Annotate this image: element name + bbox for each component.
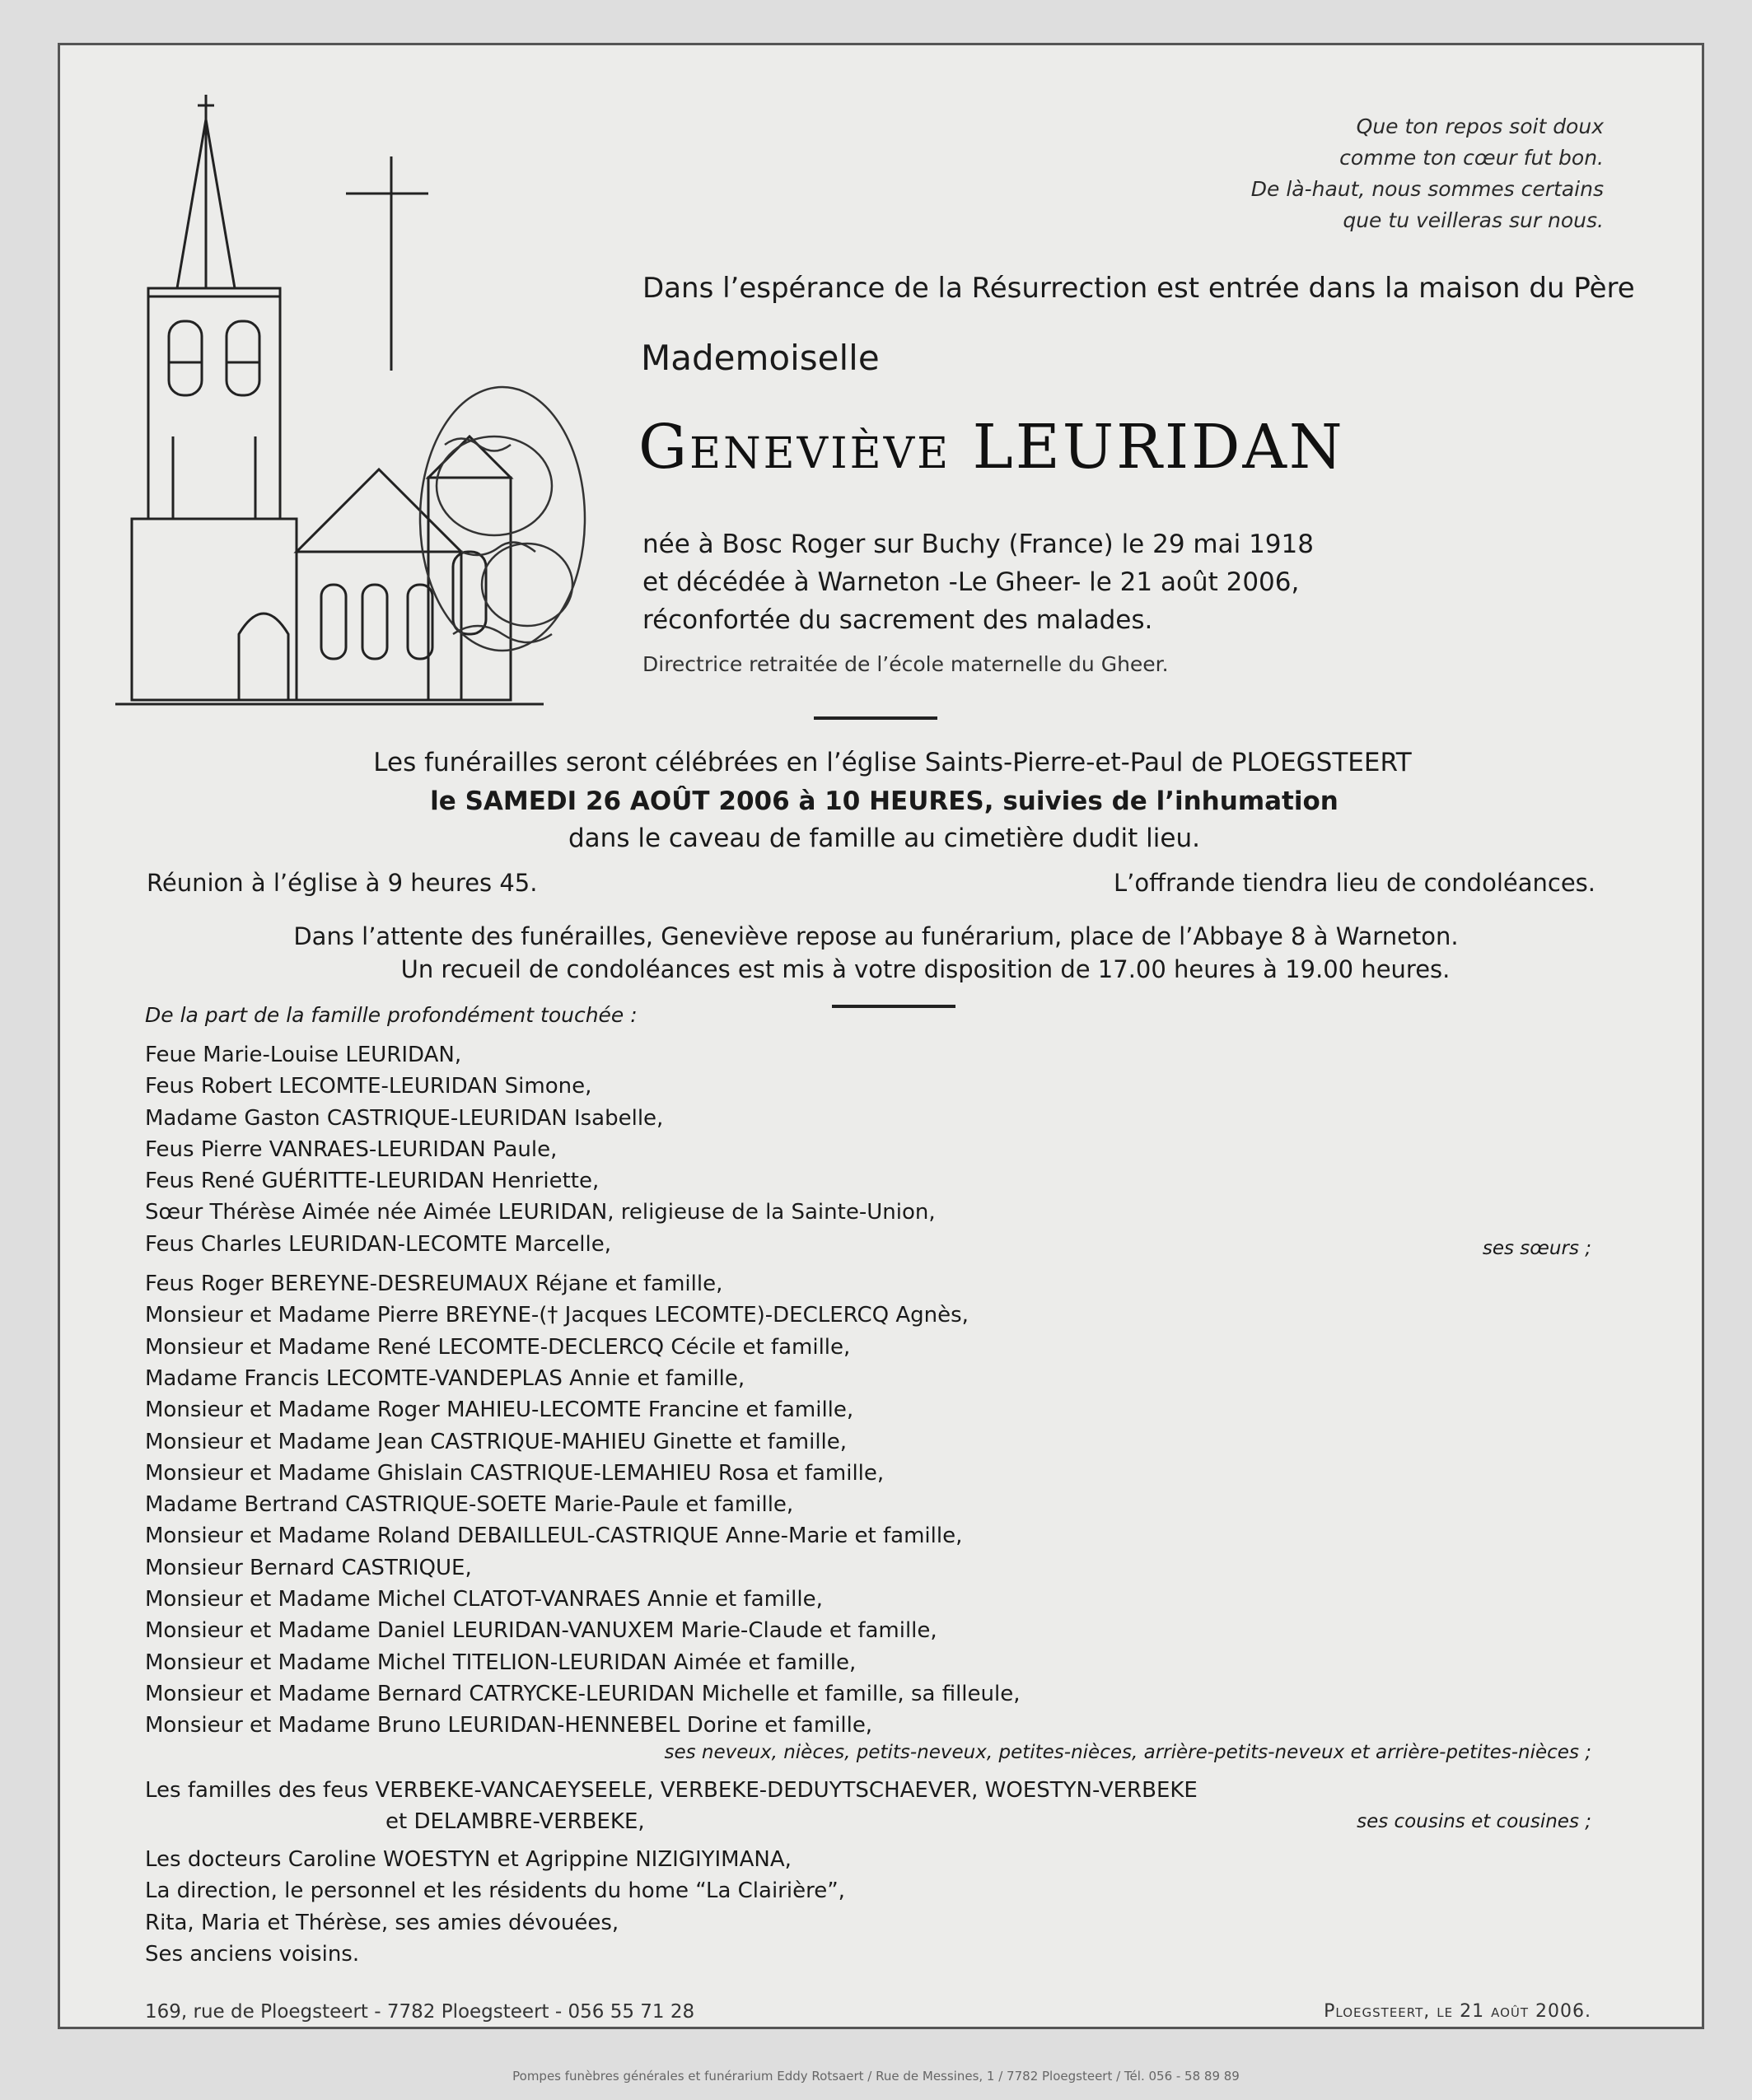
list-item: Feus René GUÉRITTE-LEURIDAN Henriette, — [145, 1169, 600, 1194]
sisters-label: ses sœurs ; — [1482, 1238, 1591, 1259]
separator — [832, 1005, 955, 1008]
funeral-line-1: Les funérailles seront célébrées en l’église Saints-Pierre-et-Paul de PLOEGSTEERT — [373, 748, 1412, 777]
list-item: Monsieur et Madame René LECOMTE-DECLERCQ Cécile et famille, — [145, 1334, 851, 1360]
list-item: Feus Roger BEREYNE-DESREUMAUX Réjane et famille, — [145, 1272, 723, 1297]
list-item: Feue Marie-Louise LEURIDAN, — [145, 1043, 462, 1067]
funeral-line-2: le SAMEDI 26 AOÛT 2006 à 10 HEURES, suivies de l’inhumation — [430, 786, 1339, 816]
list-item: Feus Robert LECOMTE-LEURIDAN Simone, — [145, 1074, 592, 1099]
list-item: Feus Charles LEURIDAN-LECOMTE Marcelle, — [145, 1231, 611, 1257]
epitaph-line: comme ton cœur fut bon. — [1339, 146, 1604, 170]
condolence-register: Un recueil de condoléances est mis à votre disposition de 17.00 heures à 19.00 heures. — [400, 955, 1451, 983]
list-item: Monsieur et Madame Ghislain CASTRIQUE-LEMAHIEU Rosa et famille, — [145, 1460, 885, 1486]
death-line: et décédée à Warneton -Le Gheer- le 21 août 2006, — [642, 567, 1300, 597]
family-address: 169, rue de Ploegsteert - 7782 Ploegsteert - 056 55 71 28 — [145, 2001, 695, 2023]
list-item: Ses anciens voisins. — [145, 1942, 360, 1967]
deceased-name — [638, 412, 1345, 483]
list-item: Rita, Maria et Thérèse, ses amies dévouées, — [145, 1910, 619, 1935]
sacrament-line: réconfortée du sacrement des malades. — [642, 605, 1153, 635]
place-date: Ploegsteert, le 21 août 2006. — [1324, 2001, 1591, 2022]
intro-text: Dans l’espérance de la Résurrection est entrée dans la maison du Père — [642, 272, 1635, 305]
list-item: Monsieur et Madame Roland DEBAILLEUL-CASTRIQUE Anne-Marie et famille, — [145, 1524, 963, 1549]
epitaph-line: De là-haut, nous sommes certains — [1250, 177, 1604, 201]
funeral-line-3: dans le caveau de famille au cimetière dudit lieu. — [568, 824, 1200, 853]
offering-note: L’offrande tiendra lieu de condoléances. — [1113, 869, 1595, 897]
meeting-time: Réunion à l’église à 9 heures 45. — [147, 869, 538, 897]
list-item: Monsieur et Madame Bernard CATRYCKE-LEURIDAN Michelle et famille, sa filleule, — [145, 1681, 1021, 1706]
list-item: Monsieur et Madame Michel CLATOT-VANRAES Annie et famille, — [145, 1587, 823, 1612]
funeral-home-footer: Pompes funèbres générales et funérarium Eddy Rotsaert / Rue de Messines, 1 / 7782 Ploegsteert / Tél. 056 - 58 89 89 — [512, 2069, 1240, 2084]
list-item: Monsieur Bernard CASTRIQUE, — [145, 1555, 472, 1580]
epitaph — [1251, 111, 1604, 236]
family-header: De la part de la famille profondément touchée : — [145, 1003, 638, 1027]
cross-icon — [346, 156, 428, 371]
last-name: LEURIDAN — [972, 412, 1345, 483]
list-item: Les docteurs Caroline WOESTYN et Agrippine NIZIGIYIMANA, — [145, 1847, 792, 1873]
list-item: Monsieur et Madame Roger MAHIEU-LECOMTE Francine et famille, — [145, 1398, 854, 1423]
list-item: Monsieur et Madame Pierre BREYNE-(† Jacques LECOMTE)-DECLERCQ Agnès, — [145, 1303, 969, 1328]
nephews-label: ses neveux, nièces, petits-neveux, petites-nièces, arrière-petits-neveux et arrière-petites-nièces ; — [664, 1742, 1591, 1763]
list-item: Sœur Thérèse Aimée née Aimée LEURIDAN, religieuse de la Sainte-Union, — [145, 1200, 936, 1225]
list-item: Monsieur et Madame Daniel LEURIDAN-VANUXEM Marie-Claude et famille, — [145, 1618, 937, 1644]
cousins-label: ses cousins et cousines ; — [1357, 1811, 1591, 1832]
honorific: Mademoiselle — [641, 338, 880, 378]
list-item: Madame Bertrand CASTRIQUE-SOETE Marie-Paule et famille, — [145, 1492, 794, 1518]
list-item: Monsieur et Madame Bruno LEURIDAN-HENNEBEL Dorine et famille, — [145, 1713, 873, 1738]
first-name: Geneviève — [638, 412, 951, 483]
list-item: Madame Gaston CASTRIQUE-LEURIDAN Isabelle, — [145, 1105, 664, 1131]
list-item: Monsieur et Madame Jean CASTRIQUE-MAHIEU Ginette et famille, — [145, 1429, 848, 1454]
epitaph-line: que tu veilleras sur nous. — [1343, 208, 1604, 232]
list-item: Feus Pierre VANRAES-LEURIDAN Paule, — [145, 1136, 558, 1162]
list-item: Monsieur et Madame Michel TITELION-LEURIDAN Aimée et famille, — [145, 1650, 857, 1675]
list-item: Les familles des feus VERBEKE-VANCAEYSEELE, VERBEKE-DEDUYTSCHAEVER, WOESTYN-VERBEKE — [145, 1777, 1198, 1803]
separator — [814, 716, 937, 720]
life-details — [642, 525, 1314, 639]
rest-location: Dans l’attente des funérailles, Geneviève repose au funérarium, place de l’Abbaye 8 à Warneton. — [293, 922, 1459, 950]
list-item: La direction, le personnel et les résidents du home “La Clairière”, — [145, 1878, 845, 1904]
epitaph-line: Que ton repos soit doux — [1356, 114, 1604, 138]
birth-line: née à Bosc Roger sur Buchy (France) le 29 mai 1918 — [642, 530, 1314, 559]
list-item: Madame Francis LECOMTE-VANDEPLAS Annie et famille, — [145, 1365, 745, 1391]
family-list — [145, 1039, 1198, 1970]
profession: Directrice retraitée de l’école maternelle du Gheer. — [642, 652, 1169, 676]
list-item: et DELAMBRE-VERBEKE, — [385, 1808, 645, 1834]
